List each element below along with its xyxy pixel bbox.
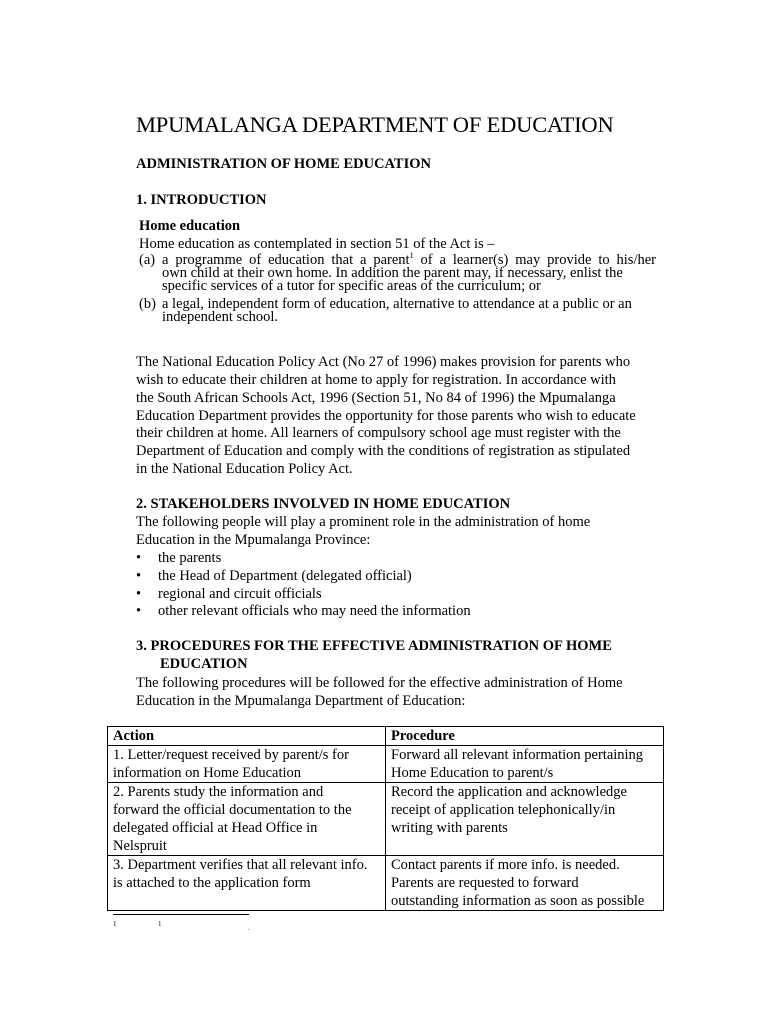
list-item-a-line1: a programme of education that a parent$^1$ of a learner(s) may provide to his/her	[162, 251, 656, 268]
table-row	[108, 783, 664, 856]
intro-lead-text: Home education as contemplated in section 51 of the Act is –	[139, 236, 495, 252]
list-item: • the Head of Department (delegated official)	[136, 568, 412, 584]
column-header-action: Action	[108, 727, 386, 746]
bullet-icon: •	[136, 603, 142, 619]
bullet-icon: •	[136, 586, 142, 602]
column-header-procedure: Procedure	[386, 727, 664, 746]
procedure-cell: Contact parents if more info. is needed. Parents are requested to forward outstanding information as soon as possible	[386, 856, 664, 911]
footnote-mark: 1	[158, 920, 162, 928]
paragraph-line: in the National Education Policy Act.	[136, 461, 353, 477]
action-cell: 3. Department verifies that all relevant info. is attached to the application form	[108, 856, 386, 911]
list-item-b-line1: a legal, independent form of education, alternative to attendance at a public or an	[162, 296, 632, 312]
procedure-cell: Record the application and acknowledge receipt of application telephonically/in writing with parents	[386, 783, 664, 856]
footnote-mark: .	[248, 924, 250, 932]
list-item-a-line2: own child at their own home. In addition the parent may, if necessary, enlist the	[162, 265, 623, 281]
procedures-intro-line: Education in the Mpumalanga Department of Education:	[136, 693, 466, 709]
list-item: • the parents	[136, 550, 222, 566]
section-heading-stakeholders: 2. STAKEHOLDERS INVOLVED IN HOME EDUCATION	[136, 496, 511, 512]
table-row	[108, 856, 664, 911]
list-item: • regional and circuit officials	[136, 586, 322, 602]
list-item: • other relevant officials who may need the information	[136, 603, 471, 619]
footnote-separator	[113, 914, 249, 915]
section-heading-introduction: 1. INTRODUCTION	[136, 192, 267, 208]
footnote-mark: 1	[113, 920, 117, 928]
list-item-b-line2: independent school.	[162, 309, 278, 325]
action-cell: 1. Letter/request received by parent/s for information on Home Education	[108, 746, 386, 783]
paragraph-line: Department of Education and comply with the conditions of registration as stipulated	[136, 443, 631, 459]
stakeholders-intro-line: Education in the Mpumalanga Province:	[136, 532, 371, 548]
section-heading-procedures-cont: EDUCATION	[160, 656, 248, 672]
section-heading-procedures: 3. PROCEDURES FOR THE EFFECTIVE ADMINISTRATION OF HOME	[136, 638, 612, 654]
procedures-table	[107, 726, 664, 911]
procedures-intro-line: The following procedures will be followed for the effective administration of Home	[136, 675, 623, 691]
footnote-reference[interactable]: 1	[409, 251, 414, 260]
list-item-b-label: (b)	[139, 296, 156, 312]
paragraph-line: their children at home. All learners of compulsory school age must register with the	[136, 425, 621, 441]
stakeholders-intro-line: The following people will play a prominent role in the administration of home	[136, 514, 591, 530]
paragraph-line: Education Department provides the opportunity for those parents who wish to educate	[136, 408, 636, 424]
action-cell: 2. Parents study the information and forward the official documentation to the delegated official at Head Office in Nelspruit	[108, 783, 386, 856]
procedure-cell: Forward all relevant information pertaining Home Education to parent/s	[386, 746, 664, 783]
list-item-a-label: (a)	[139, 252, 156, 268]
bullet-icon: •	[136, 550, 142, 566]
subheading-home-education: Home education	[139, 218, 241, 234]
paragraph-line: the South African Schools Act, 1996 (Section 51, No 84 of 1996) the Mpumalanga	[136, 390, 616, 406]
paragraph-line: wish to educate their children at home to apply for registration. In accordance with	[136, 372, 616, 388]
paragraph-line: The National Education Policy Act (No 27 of 1996) makes provision for parents who	[136, 354, 631, 370]
table-header-row	[108, 727, 664, 746]
table-row	[108, 746, 664, 783]
document-subtitle: ADMINISTRATION OF HOME EDUCATION	[136, 156, 431, 172]
list-item-a-line3: specific services of a tutor for specific areas of the curriculum; or	[162, 278, 541, 294]
bullet-icon: •	[136, 568, 142, 584]
document-title: MPUMALANGA DEPARTMENT OF EDUCATION	[136, 112, 614, 137]
